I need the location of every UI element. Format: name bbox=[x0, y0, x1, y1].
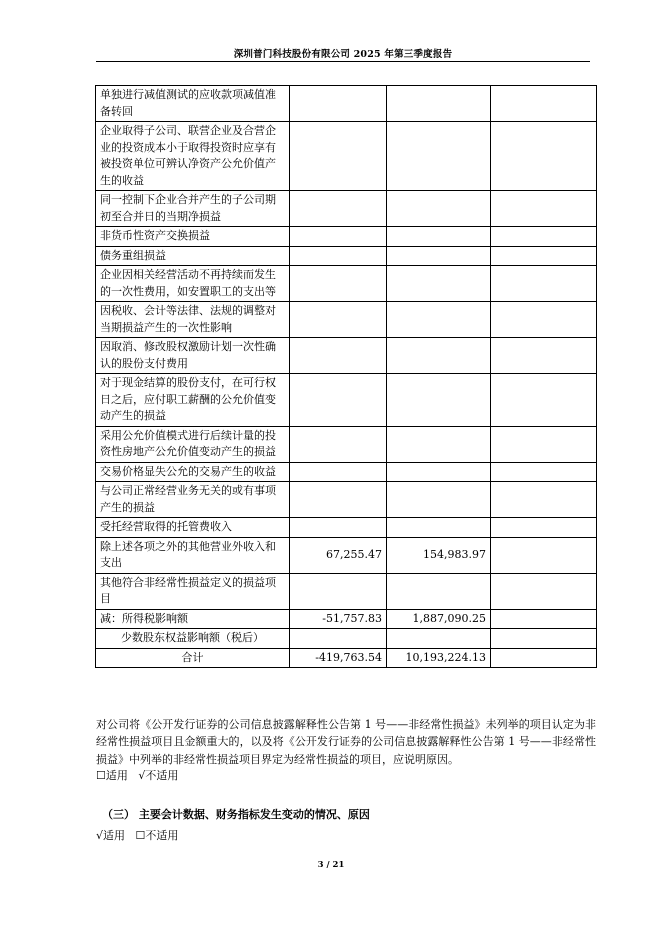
row-value-current bbox=[290, 266, 387, 302]
row-note bbox=[491, 302, 597, 338]
note-paragraph: 对公司将《公开发行证券的公司信息披露解释性公告第 1 号——非经常性损益》未列举的项目认定为非经常性损益项目且金额重大的，以及将《公开发行证券的公司信息披露解释性公告第 1 号——非经常性损益》中列举的非经常性损益项目界定为经常性损益的项目，应说明原因。 bbox=[96, 718, 596, 766]
row-item-label: 因取消、修改股权激励计划一次性确认的股份支付费用 bbox=[96, 338, 290, 374]
row-value-current bbox=[290, 302, 387, 338]
table-row bbox=[96, 426, 597, 462]
row-item-label: 对于现金结算的股份支付，在可行权日之后，应付职工薪酬的公允价值变动产生的损益 bbox=[96, 374, 290, 427]
row-value-ytd bbox=[387, 227, 491, 247]
row-value-current bbox=[290, 482, 387, 518]
table-row bbox=[96, 629, 597, 649]
row-value-ytd: 154,983.97 bbox=[387, 537, 491, 573]
table-row bbox=[96, 462, 597, 482]
row-item-label: 同一控制下企业合并产生的子公司期初至合并日的当期净损益 bbox=[96, 191, 290, 227]
row-item-label: 企业因相关经营活动不再持续而发生的一次性费用，如安置职工的支出等 bbox=[96, 266, 290, 302]
row-note bbox=[491, 374, 597, 427]
table-row bbox=[96, 227, 597, 247]
row-item-label: 少数股东权益影响额（税后） bbox=[96, 629, 290, 649]
table-row bbox=[96, 191, 597, 227]
table-row bbox=[96, 374, 597, 427]
row-value-current bbox=[290, 629, 387, 649]
row-value-ytd bbox=[387, 246, 491, 266]
row-value-current bbox=[290, 338, 387, 374]
table-row bbox=[96, 338, 597, 374]
row-value-ytd bbox=[387, 518, 491, 538]
row-item-label: 受托经营取得的托管费收入 bbox=[96, 518, 290, 538]
table-row bbox=[96, 246, 597, 266]
row-value-current bbox=[290, 462, 387, 482]
row-note bbox=[491, 86, 597, 122]
table-row bbox=[96, 609, 597, 629]
table-row bbox=[96, 518, 597, 538]
table-row bbox=[96, 537, 597, 573]
option-applicable[interactable]: ☐适用 bbox=[96, 769, 128, 782]
row-value-current: -51,757.83 bbox=[290, 609, 387, 629]
page-number: 3 / 21 bbox=[317, 860, 345, 870]
row-value-ytd: 10,193,224.13 bbox=[387, 648, 491, 668]
row-value-ytd bbox=[387, 266, 491, 302]
row-note bbox=[491, 122, 597, 191]
non-recurring-items-table bbox=[95, 85, 597, 668]
row-item-label: 除上述各项之外的其他营业外收入和支出 bbox=[96, 537, 290, 573]
table-row bbox=[96, 266, 597, 302]
row-value-ytd bbox=[387, 374, 491, 427]
option-not-applicable[interactable]: √不适用 bbox=[138, 769, 179, 782]
row-value-ytd bbox=[387, 629, 491, 649]
row-value-current bbox=[290, 227, 387, 247]
row-value-current: -419,763.54 bbox=[290, 648, 387, 668]
section-option-applicable[interactable]: √适用 bbox=[96, 829, 126, 842]
row-item-label: 企业取得子公司、联营企业及合营企业的投资成本小于取得投资时应享有被投资单位可辨认净资产公允价值产生的收益 bbox=[96, 122, 290, 191]
row-note bbox=[491, 482, 597, 518]
note-options bbox=[96, 767, 178, 783]
row-value-ytd bbox=[387, 302, 491, 338]
row-item-label: 交易价格显失公允的交易产生的收益 bbox=[96, 462, 290, 482]
row-item-label: 其他符合非经常性损益定义的损益项目 bbox=[96, 573, 290, 609]
row-note bbox=[491, 518, 597, 538]
row-item-label: 减：所得税影响额 bbox=[96, 609, 290, 629]
row-note bbox=[491, 191, 597, 227]
row-item-label: 因税收、会计等法律、法规的调整对当期损益产生的一次性影响 bbox=[96, 302, 290, 338]
row-note bbox=[491, 266, 597, 302]
row-value-current bbox=[290, 374, 387, 427]
row-value-ytd bbox=[387, 573, 491, 609]
row-value-ytd bbox=[387, 426, 491, 462]
header-divider bbox=[96, 61, 590, 62]
row-item-label: 采用公允价值模式进行后续计量的投资性房地产公允价值变动产生的损益 bbox=[96, 426, 290, 462]
row-value-current bbox=[290, 573, 387, 609]
table-row bbox=[96, 86, 597, 122]
row-value-current bbox=[290, 122, 387, 191]
row-note bbox=[491, 648, 597, 668]
row-note bbox=[491, 426, 597, 462]
row-item-label: 单独进行减值测试的应收款项减值准备转回 bbox=[96, 86, 290, 122]
row-note bbox=[491, 629, 597, 649]
section-options bbox=[96, 827, 178, 843]
row-note bbox=[491, 462, 597, 482]
row-value-current bbox=[290, 246, 387, 266]
table-row bbox=[96, 482, 597, 518]
table-row bbox=[96, 573, 597, 609]
row-item-label: 债务重组损益 bbox=[96, 246, 290, 266]
row-value-ytd bbox=[387, 122, 491, 191]
row-value-current bbox=[290, 86, 387, 122]
row-value-current bbox=[290, 518, 387, 538]
row-note bbox=[491, 227, 597, 247]
table-row bbox=[96, 302, 597, 338]
row-value-current bbox=[290, 426, 387, 462]
row-value-ytd: 1,887,090.25 bbox=[387, 609, 491, 629]
row-value-current bbox=[290, 191, 387, 227]
table-row bbox=[96, 122, 597, 191]
row-note bbox=[491, 537, 597, 573]
page-header-title: 深圳普门科技股份有限公司 2025 年第三季度报告 bbox=[233, 49, 453, 60]
row-value-current: 67,255.47 bbox=[290, 537, 387, 573]
section-option-not-applicable[interactable]: ☐不适用 bbox=[135, 829, 179, 842]
row-value-ytd bbox=[387, 86, 491, 122]
row-item-label: 合计 bbox=[96, 648, 290, 668]
row-value-ytd bbox=[387, 482, 491, 518]
row-item-label: 非货币性资产交换损益 bbox=[96, 227, 290, 247]
row-note bbox=[491, 573, 597, 609]
row-note bbox=[491, 246, 597, 266]
table-body bbox=[96, 86, 597, 668]
row-item-label: 与公司正常经营业务无关的或有事项产生的损益 bbox=[96, 482, 290, 518]
table-row bbox=[96, 648, 597, 668]
row-value-ytd bbox=[387, 338, 491, 374]
row-note bbox=[491, 609, 597, 629]
row-value-ytd bbox=[387, 462, 491, 482]
row-value-ytd bbox=[387, 191, 491, 227]
row-note bbox=[491, 338, 597, 374]
section-heading: （三） 主要会计数据、财务指标发生变动的情况、原因 bbox=[102, 808, 370, 821]
